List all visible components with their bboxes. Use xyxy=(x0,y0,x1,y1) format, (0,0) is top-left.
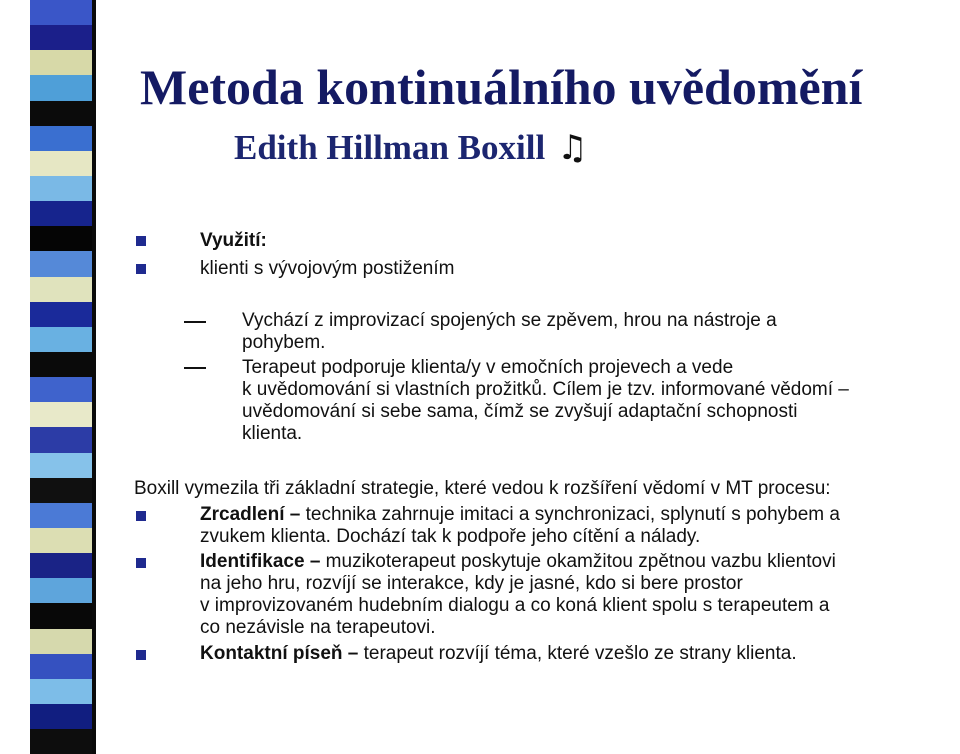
stripe-band xyxy=(30,151,92,176)
stripe-band xyxy=(30,427,92,452)
stripe-band xyxy=(30,377,92,402)
strategy-text: terapeut rozvíjí téma, které vzešlo ze strany klienta. xyxy=(358,643,797,664)
stripe-band xyxy=(30,704,92,729)
strategy-contact-song xyxy=(200,642,797,665)
stripe-band xyxy=(30,603,92,628)
strategy-text: v improvizovaném hudebním dialogu a co koná klient spolu s terapeutem a xyxy=(200,595,830,616)
stripe-band xyxy=(30,327,92,352)
strategy-term: Zrcadlení – xyxy=(200,504,301,525)
stripe-band xyxy=(30,553,92,578)
subtitle-text: Edith Hillman Boxill xyxy=(234,128,546,167)
dash-bullet-icon xyxy=(184,321,206,323)
bullet-icon xyxy=(136,236,146,246)
stripe-band xyxy=(30,176,92,201)
stripe-band xyxy=(30,126,92,151)
bullet-icon xyxy=(136,558,146,568)
dash-item-line: Vychází z improvizací spojených se zpěvem, hrou na nástroje a xyxy=(242,310,777,331)
strategy-mirroring xyxy=(200,503,840,526)
stripe-band xyxy=(30,277,92,302)
strategy-text: zvukem klienta. Dochází tak k podpoře jeho cítění a nálady. xyxy=(200,526,701,547)
stripe-band xyxy=(30,402,92,427)
stripe-band xyxy=(30,201,92,226)
stripe-band xyxy=(30,578,92,603)
stripe-band xyxy=(30,654,92,679)
stripe-band xyxy=(30,101,92,126)
stripe-band xyxy=(30,302,92,327)
dash-item-line: uvědomování si sebe sama, čímž se zvyšují adaptační schopnosti xyxy=(242,401,798,422)
decorative-stripe xyxy=(30,0,92,754)
stripe-edge-line xyxy=(92,0,96,754)
bullet-icon xyxy=(136,264,146,274)
stripe-band xyxy=(30,352,92,377)
dash-bullet-icon xyxy=(184,367,206,369)
strategy-term: Identifikace – xyxy=(200,551,321,572)
usage-heading: Využití: xyxy=(200,230,267,251)
strategy-text: co nezávisle na terapeutovi. xyxy=(200,617,436,638)
music-note-icon: ♫ xyxy=(557,128,588,168)
dash-item-line: Terapeut podporuje klienta/y v emočních projevech a vede xyxy=(242,357,734,378)
slide-subtitle xyxy=(234,128,588,168)
strategy-identification xyxy=(200,550,836,573)
stripe-band xyxy=(30,50,92,75)
stripe-band xyxy=(30,453,92,478)
bullet-icon xyxy=(136,511,146,521)
strategy-text: muzikoterapeut poskytuje okamžitou zpětnou vazbu klientovi xyxy=(320,551,836,572)
slide-title: Metoda kontinuálního uvědomění xyxy=(140,59,863,115)
stripe-band xyxy=(30,226,92,251)
usage-item: klienti s vývojovým postižením xyxy=(200,258,455,279)
stripe-band xyxy=(30,528,92,553)
strategy-text: na jeho hru, rozvíjí se interakce, kdy je jasné, kdo si bere prostor xyxy=(200,573,743,594)
strategy-text: technika zahrnuje imitaci a synchronizaci, splynutí s pohybem a xyxy=(300,504,840,525)
dash-item-line: pohybem. xyxy=(242,332,326,353)
dash-item-line: k uvědomování si vlastních prožitků. Cílem je tzv. informované vědomí – xyxy=(242,379,849,400)
strategies-intro: Boxill vymezila tři základní strategie, které vedou k rozšíření vědomí v MT procesu: xyxy=(134,478,831,499)
stripe-band xyxy=(30,251,92,276)
bullet-icon xyxy=(136,650,146,660)
stripe-band xyxy=(30,25,92,50)
stripe-band xyxy=(30,679,92,704)
dash-item-line: klienta. xyxy=(242,423,303,444)
stripe-band xyxy=(30,478,92,503)
stripe-band xyxy=(30,729,92,754)
stripe-band xyxy=(30,629,92,654)
stripe-band xyxy=(30,0,92,25)
stripe-band xyxy=(30,503,92,528)
strategy-term: Kontaktní píseň – xyxy=(200,643,359,664)
stripe-band xyxy=(30,75,92,100)
